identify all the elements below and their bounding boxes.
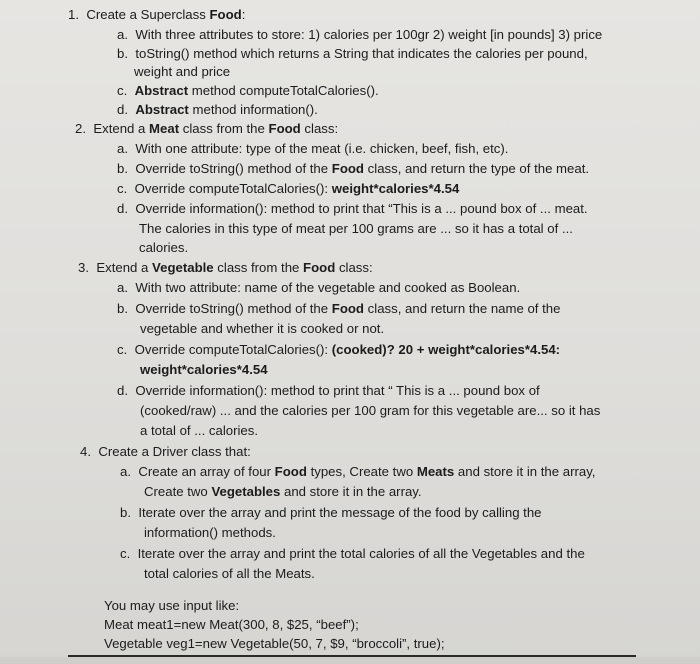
item-4c-cont: total calories of all the Meats. bbox=[144, 566, 315, 581]
item-3d-cont2: a total of ... calories. bbox=[140, 423, 259, 438]
item-3b-cont: vegetable and whether it is cooked or not. bbox=[140, 321, 385, 336]
item-2d-cont2: calories. bbox=[139, 240, 189, 255]
item-3b: b. Override toString() method of the Food class, and return the name of the bbox=[117, 301, 561, 316]
item-4a-cont: Create two Vegetables and store it in the array. bbox=[144, 484, 422, 499]
item-2d: d. Override information(): method to print that “This is a ... pound box of ... meat. bbox=[117, 201, 588, 216]
item-1a: a. With three attributes to store: 1) calories per 100gr 2) weight [in pounds] 3) price bbox=[117, 27, 603, 42]
item-3c-cont: weight*calories*4.54 bbox=[140, 362, 268, 377]
item-2a: a. With one attribute: type of the meat (i.e. chicken, beef, fish, etc). bbox=[117, 141, 509, 156]
page-edge bbox=[0, 657, 700, 664]
item-4b-cont: information() methods. bbox=[144, 525, 276, 540]
item-2: 2. Extend a Meat class from the Food class: bbox=[75, 121, 339, 136]
item-1: 1. Create a Superclass Food: bbox=[68, 7, 246, 22]
item-1b-cont: weight and price bbox=[134, 64, 231, 79]
item-3d: d. Override information(): method to print that “ This is a ... pound box of bbox=[117, 383, 540, 398]
item-3d-cont1: (cooked/raw) ... and the calories per 100 gram for this vegetable are... so it has bbox=[140, 403, 601, 418]
input-example-vegetable: Vegetable veg1=new Vegetable(50, 7, $9, “broccoli”, true); bbox=[104, 636, 445, 651]
input-example-meat: Meat meat1=new Meat(300, 8, $25, “beef”); bbox=[104, 617, 359, 632]
item-2d-cont1: The calories in this type of meat per 100 grams are ... so it has a total of ... bbox=[139, 221, 573, 236]
item-4: 4. Create a Driver class that: bbox=[80, 444, 251, 459]
item-1d: d. Abstract method information(). bbox=[117, 102, 318, 117]
item-2b: b. Override toString() method of the Food class, and return the type of the meat. bbox=[117, 161, 590, 176]
item-3a: a. With two attribute: name of the vegetable and cooked as Boolean. bbox=[117, 280, 521, 295]
item-3c: c. Override computeTotalCalories(): (cooked)? 20 + weight*calories*4.54: bbox=[117, 342, 561, 357]
item-1c: c. Abstract method computeTotalCalories(). bbox=[117, 83, 379, 98]
item-4c: c. Iterate over the array and print the total calories of all the Vegetables and the bbox=[120, 546, 585, 561]
item-3: 3. Extend a Vegetable class from the Food class: bbox=[78, 260, 373, 275]
item-4b: b. Iterate over the array and print the message of the food by calling the bbox=[120, 505, 542, 520]
item-4a: a. Create an array of four Food types, Create two Meats and store it in the array, bbox=[120, 464, 596, 479]
input-intro: You may use input like: bbox=[104, 598, 240, 613]
item-2c: c. Override computeTotalCalories(): weight*calories*4.54 bbox=[117, 181, 460, 196]
item-1b: b. toString() method which returns a String that indicates the calories per pound, bbox=[117, 46, 588, 61]
